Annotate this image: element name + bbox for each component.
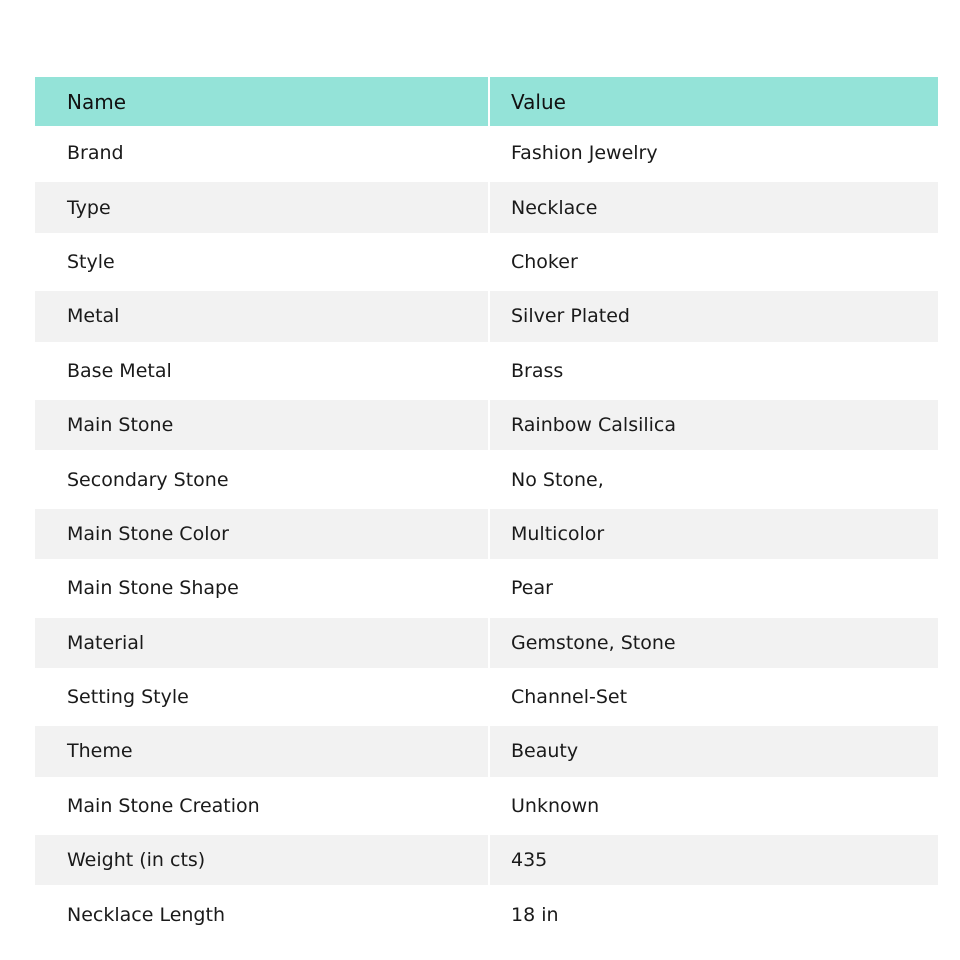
header-value: Value	[490, 77, 938, 126]
row-value-cell: Choker	[490, 235, 938, 289]
row-name-cell: Necklace Length	[35, 887, 490, 941]
table-body	[35, 126, 938, 942]
specifications-table	[35, 77, 938, 942]
row-value-cell: Pear	[490, 561, 938, 615]
row-value-cell: Unknown	[490, 779, 938, 833]
table-row	[35, 887, 938, 941]
row-value-cell: Necklace	[490, 180, 938, 234]
row-value-cell: Beauty	[490, 724, 938, 778]
table-row	[35, 507, 938, 561]
row-name-cell: Main Stone Color	[35, 507, 490, 561]
row-value-cell: Fashion Jewelry	[490, 126, 938, 180]
row-value-cell: No Stone,	[490, 452, 938, 506]
table-row	[35, 452, 938, 506]
table-row	[35, 779, 938, 833]
row-value-cell: Gemstone, Stone	[490, 616, 938, 670]
table-row	[35, 670, 938, 724]
table-row	[35, 289, 938, 343]
header-name: Name	[35, 77, 490, 126]
table-row	[35, 235, 938, 289]
row-value-cell: Rainbow Calsilica	[490, 398, 938, 452]
table-row	[35, 561, 938, 615]
header-row	[35, 77, 938, 126]
row-value-cell: Brass	[490, 344, 938, 398]
table-header	[35, 77, 938, 126]
table-row	[35, 180, 938, 234]
row-name-cell: Material	[35, 616, 490, 670]
row-value-cell: 18 in	[490, 887, 938, 941]
row-value-cell: 435	[490, 833, 938, 887]
table-row	[35, 724, 938, 778]
row-name-cell: Main Stone Creation	[35, 779, 490, 833]
table-row	[35, 126, 938, 180]
row-value-cell: Silver Plated	[490, 289, 938, 343]
row-value-cell: Channel-Set	[490, 670, 938, 724]
table-row	[35, 398, 938, 452]
table-row	[35, 344, 938, 398]
row-value-cell: Multicolor	[490, 507, 938, 561]
row-name-cell: Type	[35, 180, 490, 234]
row-name-cell: Weight (in cts)	[35, 833, 490, 887]
row-name-cell: Main Stone Shape	[35, 561, 490, 615]
row-name-cell: Brand	[35, 126, 490, 180]
row-name-cell: Style	[35, 235, 490, 289]
table-row	[35, 616, 938, 670]
row-name-cell: Theme	[35, 724, 490, 778]
row-name-cell: Setting Style	[35, 670, 490, 724]
row-name-cell: Main Stone	[35, 398, 490, 452]
table-row	[35, 833, 938, 887]
row-name-cell: Secondary Stone	[35, 452, 490, 506]
row-name-cell: Metal	[35, 289, 490, 343]
row-name-cell: Base Metal	[35, 344, 490, 398]
